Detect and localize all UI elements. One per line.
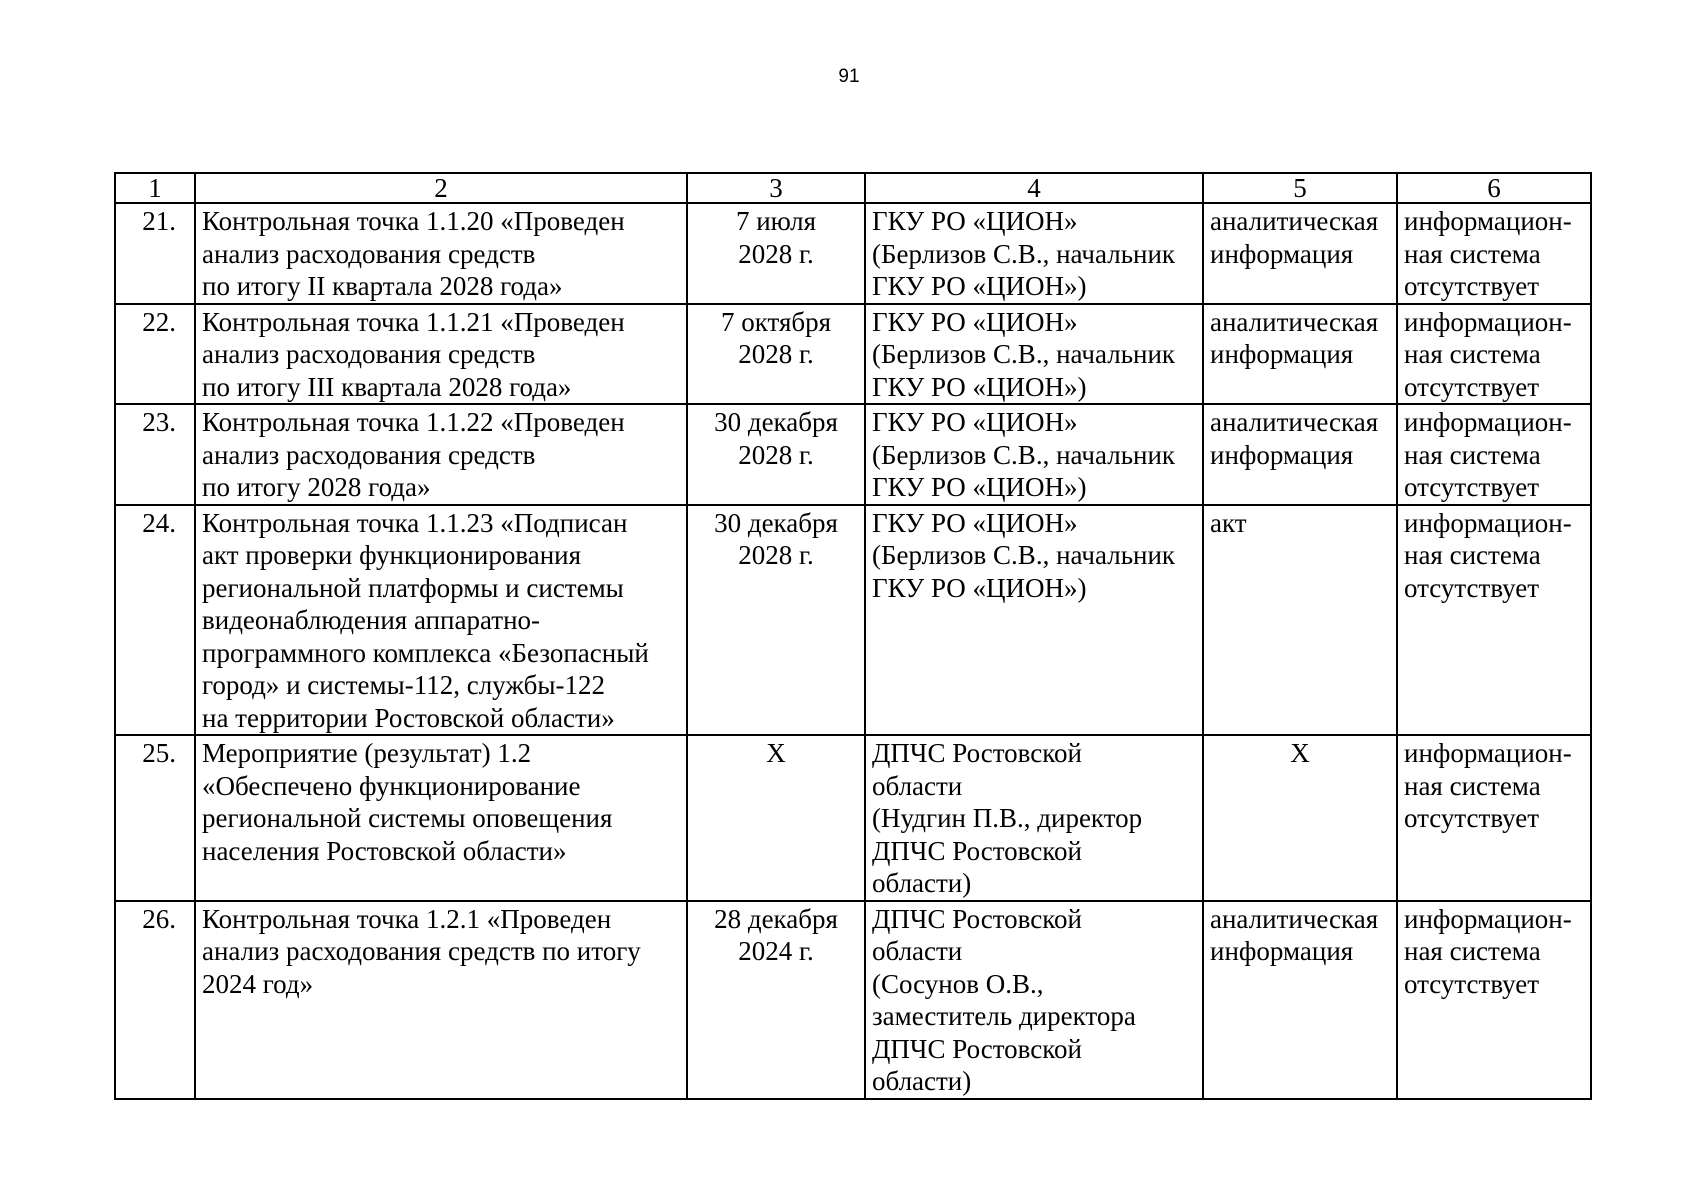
table-row: [115, 735, 1591, 901]
information-system-cell: информацион- ная система отсутствует: [1397, 404, 1591, 505]
information-system-cell: информацион- ная система отсутствует: [1397, 203, 1591, 304]
control-points-table: [114, 172, 1592, 1100]
responsible-executor-cell: ГКУ РО «ЦИОН» (Берлизов С.В., начальник ГКУ РО «ЦИОН»): [865, 404, 1203, 505]
row-number-cell: 25.: [115, 735, 195, 901]
table-header-row: [115, 173, 1591, 203]
header-cell: 4: [865, 173, 1203, 203]
confirming-document-cell: аналитическая информация: [1203, 203, 1397, 304]
deadline-cell: 28 декабря 2024 г.: [687, 901, 865, 1099]
row-number-cell: 22.: [115, 304, 195, 405]
information-system-cell: информацион- ная система отсутствует: [1397, 901, 1591, 1099]
responsible-executor-cell: ДПЧС Ростовской области (Сосунов О.В., заместитель директора ДПЧС Ростовской области): [865, 901, 1203, 1099]
confirming-document-cell: аналитическая информация: [1203, 404, 1397, 505]
header-cell: 6: [1397, 173, 1591, 203]
deadline-cell: 30 декабря 2028 г.: [687, 404, 865, 505]
control-point-name-cell: Мероприятие (результат) 1.2 «Обеспечено функционирование региональной системы оповещения населения Ростовской области»: [195, 735, 687, 901]
confirming-document-cell: аналитическая информация: [1203, 304, 1397, 405]
control-point-name-cell: Контрольная точка 1.1.22 «Проведен анализ расходования средств по итогу 2028 года»: [195, 404, 687, 505]
table-row: [115, 203, 1591, 304]
table-row: [115, 505, 1591, 736]
responsible-executor-cell: ДПЧС Ростовской области (Нудгин П.В., директор ДПЧС Ростовской области): [865, 735, 1203, 901]
control-point-name-cell: Контрольная точка 1.1.20 «Проведен анализ расходования средств по итогу II квартала 2028 года»: [195, 203, 687, 304]
information-system-cell: информацион- ная система отсутствует: [1397, 505, 1591, 736]
header-cell: 5: [1203, 173, 1397, 203]
information-system-cell: информацион- ная система отсутствует: [1397, 304, 1591, 405]
deadline-cell: 30 декабря 2028 г.: [687, 505, 865, 736]
control-point-name-cell: Контрольная точка 1.2.1 «Проведен анализ расходования средств по итогу 2024 год»: [195, 901, 687, 1099]
deadline-cell: Х: [687, 735, 865, 901]
row-number-cell: 26.: [115, 901, 195, 1099]
information-system-cell: информацион- ная система отсутствует: [1397, 735, 1591, 901]
deadline-cell: 7 октября 2028 г.: [687, 304, 865, 405]
table-row: [115, 404, 1591, 505]
control-point-name-cell: Контрольная точка 1.1.21 «Проведен анализ расходования средств по итогу III квартала 2028 года»: [195, 304, 687, 405]
header-cell: 1: [115, 173, 195, 203]
responsible-executor-cell: ГКУ РО «ЦИОН» (Берлизов С.В., начальник ГКУ РО «ЦИОН»): [865, 304, 1203, 405]
confirming-document-cell: аналитическая информация: [1203, 901, 1397, 1099]
page-number: 91: [838, 66, 860, 87]
deadline-cell: 7 июля 2028 г.: [687, 203, 865, 304]
row-number-cell: 21.: [115, 203, 195, 304]
table-row: [115, 901, 1591, 1099]
table-row: [115, 304, 1591, 405]
header-cell: 3: [687, 173, 865, 203]
confirming-document-cell: Х: [1203, 735, 1397, 901]
responsible-executor-cell: ГКУ РО «ЦИОН» (Берлизов С.В., начальник ГКУ РО «ЦИОН»): [865, 505, 1203, 736]
row-number-cell: 23.: [115, 404, 195, 505]
row-number-cell: 24.: [115, 505, 195, 736]
header-cell: 2: [195, 173, 687, 203]
confirming-document-cell: акт: [1203, 505, 1397, 736]
responsible-executor-cell: ГКУ РО «ЦИОН» (Берлизов С.В., начальник ГКУ РО «ЦИОН»): [865, 203, 1203, 304]
control-point-name-cell: Контрольная точка 1.1.23 «Подписан акт проверки функционирования региональной платформы и системы видеонаблюдения аппаратно- программного комплекса «Безопасный город» и системы-112, службы-122 на территории Ростовской области»: [195, 505, 687, 736]
